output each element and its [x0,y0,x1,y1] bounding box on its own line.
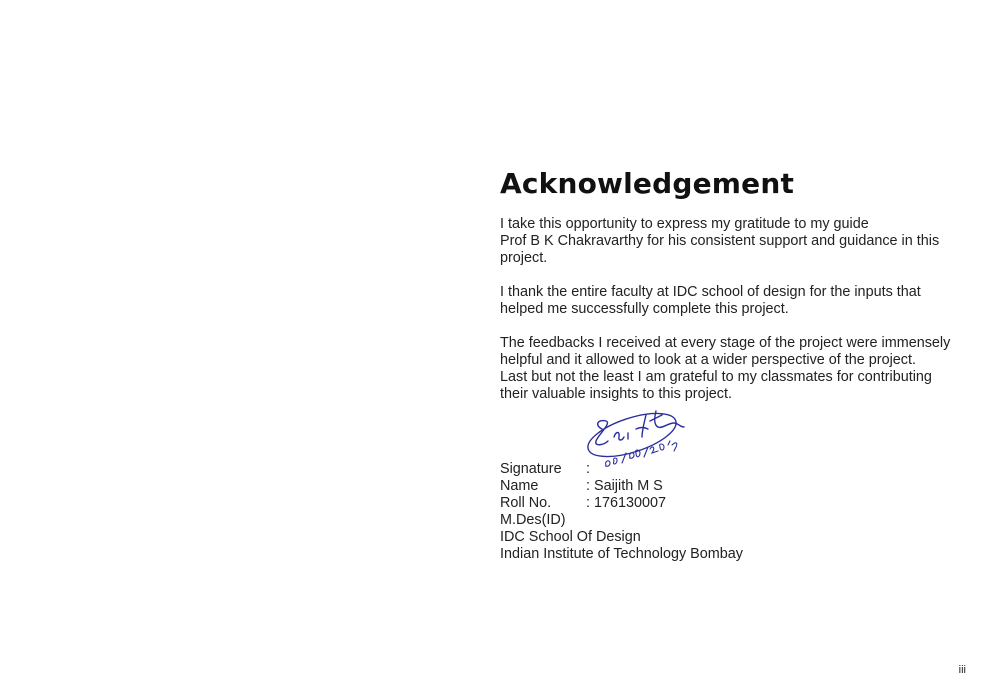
paragraph-line: Last but not the least I am grateful to my classmates for contributing [500,369,932,385]
page-title: Acknowledgement [500,167,795,200]
paragraph-line: The feedbacks I received at every stage of the project were immensely [500,335,951,351]
paragraph-line: helped me successfully complete this project. [500,301,789,317]
school-name: IDC School Of Design [500,529,641,545]
paragraph-line: I thank the entire faculty at IDC school of design for the inputs that [500,284,921,300]
paragraph-line: Prof B K Chakravarthy for his consistent support and guidance in this [500,233,940,249]
institute-name: Indian Institute of Technology Bombay [500,546,743,562]
signature-value: : [586,461,590,477]
name-row [500,478,960,495]
page-number: iii [958,664,966,676]
roll-number-row [500,495,960,512]
roll-number-label: Roll No. [500,495,552,511]
paragraph-1 [500,216,960,267]
signature-row [500,461,960,478]
roll-number-value: : 176130007 [586,495,667,511]
paragraph-line: project. [500,250,548,266]
signature-label: Signature [500,461,562,477]
paragraph-line: their valuable insights to this project. [500,386,732,402]
paragraph-3 [500,335,960,403]
name-label: Name [500,478,539,494]
paragraph-2 [500,284,960,318]
name-value: : Saijith M S [586,478,663,494]
paragraph-line: I take this opportunity to express my gratitude to my guide [500,216,869,232]
paragraph-line: helpful and it allowed to look at a wider perspective of the project. [500,352,916,368]
acknowledgement-section [500,166,960,563]
signature-block [500,461,960,563]
handwritten-signature [584,401,694,475]
degree: M.Des(ID) [500,512,566,528]
